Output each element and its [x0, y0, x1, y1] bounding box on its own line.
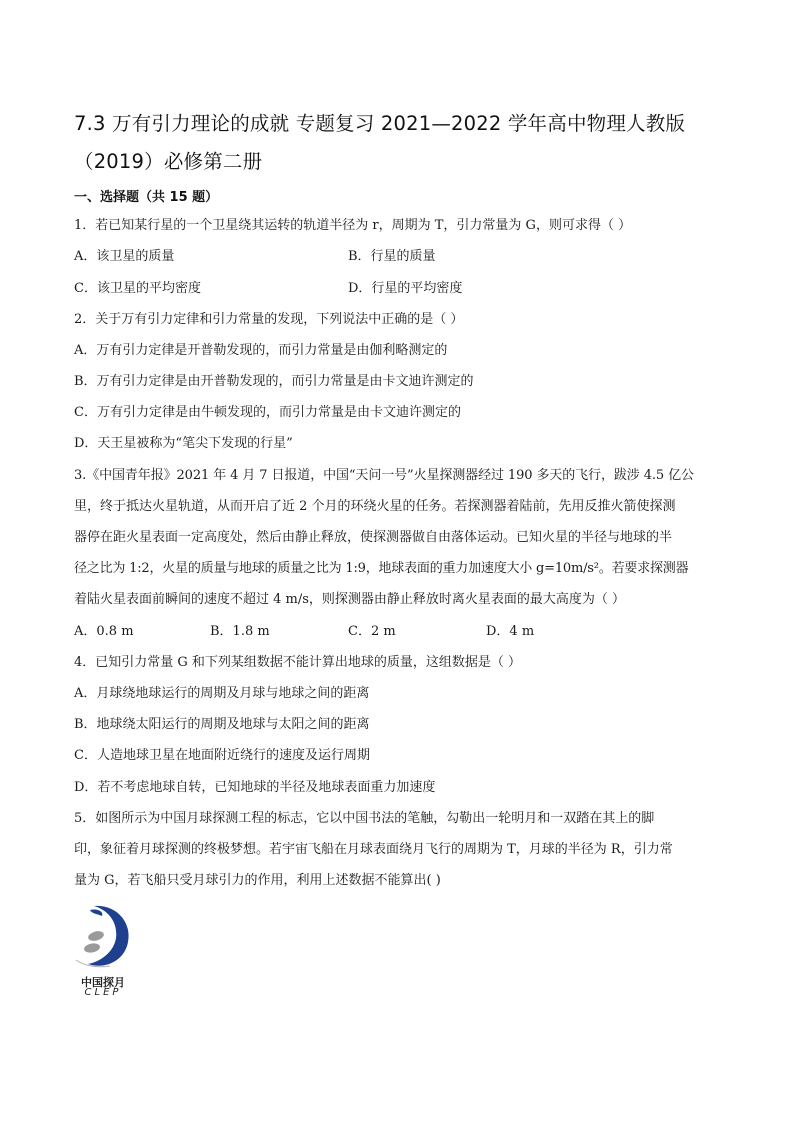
q4-stem: 4．已知引力常量 G 和下列某组数据不能计算出地球的质量，这组数据是（ ） [74, 655, 522, 670]
q1-option-d: D．行星的平均密度 [348, 281, 463, 296]
q3-line-4: 径之比为 1:2，火星的质量与地球的质量之比为 1:9，地球表面的重力加速度大小 g=10m/s²。若要求探测器 [74, 561, 689, 576]
q3-line-1: 3.《中国青年报》2021 年 4 月 7 日报道，中国“天问一号”火星探测器经过 190 多天的飞行，跋涉 4.5 亿公 [74, 468, 694, 483]
page-title [74, 105, 734, 181]
q1-stem: 1．若已知某行星的一个卫星绕其运转的轨道半径为 r，周期为 T，引力常量为 G，则可求得（ ） [74, 218, 632, 233]
q4-option-b: B．地球绕太阳运行的周期及地球与太阳之间的距离 [74, 717, 370, 732]
q3-option-c: C．2 m [348, 624, 396, 639]
clep-logo [70, 900, 136, 1000]
q2-option-b: B．万有引力定律是由开普勒发现的，而引力常量是由卡文迪许测定的 [74, 374, 474, 389]
q4-option-c: C．人造地球卫星在地面附近绕行的速度及运行周期 [74, 748, 370, 763]
logo-text-en: CLEP [84, 987, 122, 998]
moon-footprint-icon [70, 900, 136, 972]
q2-option-c: C．万有引力定律是由牛顿发现的，而引力常量是由卡文迪许测定的 [74, 405, 461, 420]
q2-stem: 2．关于万有引力定律和引力常量的发现，下列说法中正确的是（ ） [74, 312, 464, 327]
title-line-2: （2019）必修第二册 [74, 150, 263, 173]
section-heading: 一、选择题（共 15 题） [74, 190, 219, 205]
q3-option-a: A．0.8 m [74, 624, 134, 639]
q2-option-d: D．天王星被称为“笔尖下发现的行星” [74, 436, 293, 451]
q1-option-c: C．该卫星的平均密度 [74, 281, 201, 296]
q3-option-d: D．4 m [486, 624, 535, 639]
q3-line-3: 器停在距火星表面一定高度处，然后由静止释放，使探测器做自由落体运动。已知火星的半径与地球的半 [74, 530, 673, 545]
q3-line-2: 里，终于抵达火星轨道，从而开启了近 2 个月的环绕火星的任务。若探测器着陆前，先用反推火箭使探测 [74, 499, 676, 514]
q3-line-5: 着陆火星表面前瞬间的速度不超过 4 m/s，则探测器由静止释放时离火星表面的最大高度为（ ） [74, 592, 626, 607]
logo-text-cn: 中国探月 [81, 976, 125, 989]
q5-line-3: 量为 G，若飞船只受月球引力的作用，利用上述数据不能算出( ) [74, 873, 441, 888]
q3-option-b: B．1.8 m [210, 624, 270, 639]
q5-line-1: 5．如图所示为中国月球探测工程的标志，它以中国书法的笔触，勾勒出一轮明月和一双踏在其上的脚 [74, 811, 655, 826]
q4-option-d: D．若不考虑地球自转，已知地球的半径及地球表面重力加速度 [74, 780, 436, 795]
q1-option-a: A．该卫星的质量 [74, 249, 175, 264]
title-line-1: 7.3 万有引力理论的成就 专题复习 2021—2022 学年高中物理人教版 [74, 112, 686, 135]
q2-option-a: A．万有引力定律是开普勒发现的，而引力常量是由伽利略测定的 [74, 343, 448, 358]
q1-option-b: B．行星的质量 [348, 249, 436, 264]
q4-option-a: A．月球绕地球运行的周期及月球与地球之间的距离 [74, 686, 370, 701]
q5-line-2: 印，象征着月球探测的终极梦想。若宇宙飞船在月球表面绕月飞行的周期为 T，月球的半径为 R，引力常 [74, 842, 673, 857]
